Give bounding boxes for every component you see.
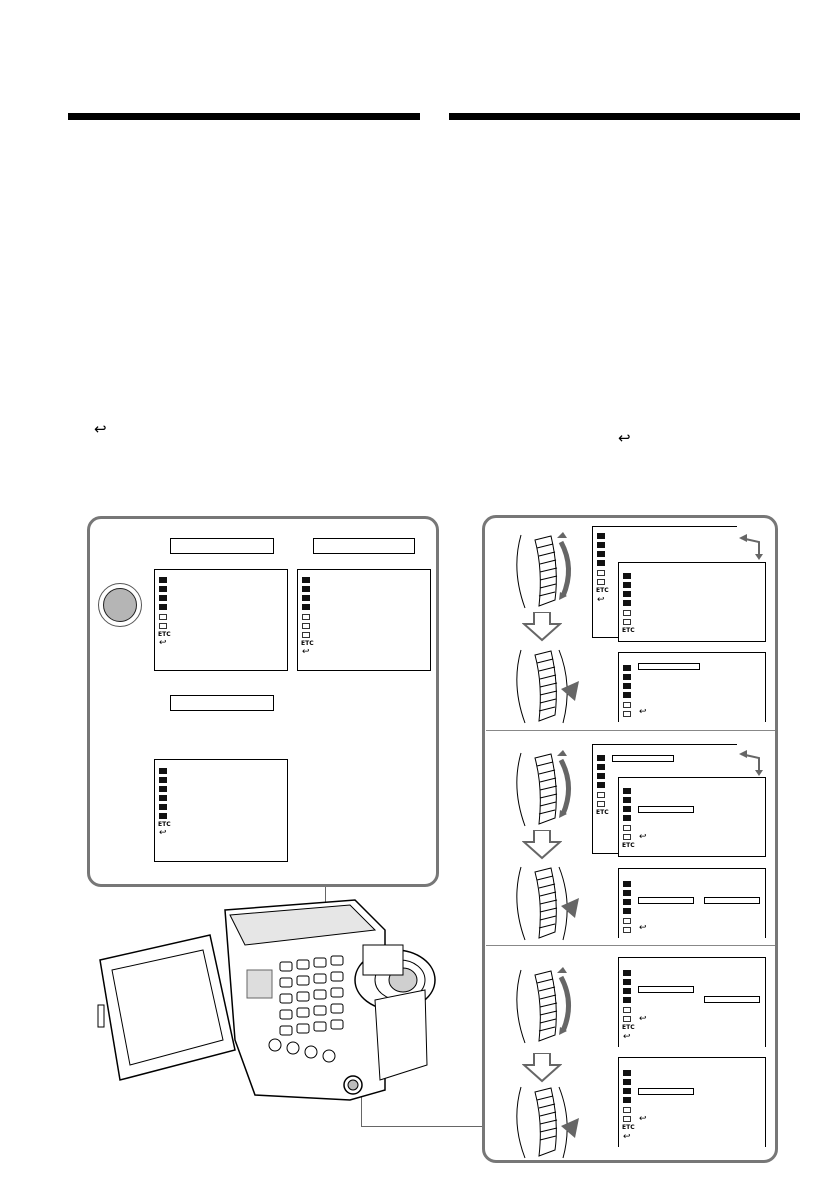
control-dial-press-icon[interactable] [513, 1082, 583, 1160]
control-dial-press-icon[interactable] [513, 645, 583, 725]
down-arrow-icon [522, 1053, 562, 1083]
left-column-heading-rule [68, 113, 420, 120]
menu-label-box-3 [170, 695, 274, 711]
down-arrow-icon [522, 830, 562, 860]
etc-label: ETC [158, 821, 171, 828]
return-icon: ↩ [159, 638, 167, 648]
return-icon: ↩ [597, 595, 605, 605]
step3-screen-2 [618, 1057, 766, 1147]
connector-line-bottom [361, 1126, 485, 1127]
etc-label: ETC [622, 627, 635, 634]
etc-label: ETC [622, 842, 635, 849]
return-icon: ↩ [159, 828, 167, 838]
etc-label: ETC [301, 640, 314, 647]
menu-screen-3 [154, 759, 288, 862]
etc-label: ETC [596, 809, 609, 816]
step1-screen-front [618, 562, 766, 642]
etc-label: ETC [158, 631, 171, 638]
return-glyph-right: ↩ [618, 429, 631, 447]
step2-screen-selected [618, 868, 766, 938]
return-glyph-left: ↩ [94, 420, 107, 438]
next-screen-arrow-icon [737, 748, 767, 778]
step-separator-2 [486, 945, 775, 946]
return-icon: ↩ [639, 1114, 647, 1124]
return-icon: ↩ [623, 1032, 631, 1042]
etc-label: ETC [596, 587, 609, 594]
control-dial-icon[interactable] [513, 530, 583, 610]
menu-label-box-1 [170, 538, 274, 554]
return-icon: ↩ [639, 707, 647, 717]
step2-screen-front [618, 777, 766, 857]
camcorder-icon [95, 890, 440, 1105]
etc-label: ETC [622, 1124, 635, 1131]
menu-screen-1 [154, 569, 288, 671]
next-screen-arrow-icon [737, 532, 767, 562]
right-column-heading-rule [449, 113, 800, 120]
control-dial-press-icon[interactable] [513, 862, 583, 942]
control-dial-icon[interactable] [513, 748, 583, 828]
return-icon: ↩ [639, 923, 647, 933]
control-dial-icon[interactable] [513, 965, 583, 1045]
return-icon: ↩ [623, 1132, 631, 1142]
return-icon: ↩ [639, 1014, 647, 1024]
menu-button-icon[interactable] [98, 583, 142, 627]
step3-screen-1 [618, 957, 766, 1047]
down-arrow-icon [522, 612, 562, 642]
return-icon: ↩ [302, 647, 310, 657]
step-separator-1 [486, 730, 775, 731]
return-icon: ↩ [639, 832, 647, 842]
menu-screen-2 [297, 569, 431, 671]
etc-label: ETC [622, 1024, 635, 1031]
step1-screen-selected [618, 652, 766, 722]
menu-label-box-2 [313, 538, 415, 554]
